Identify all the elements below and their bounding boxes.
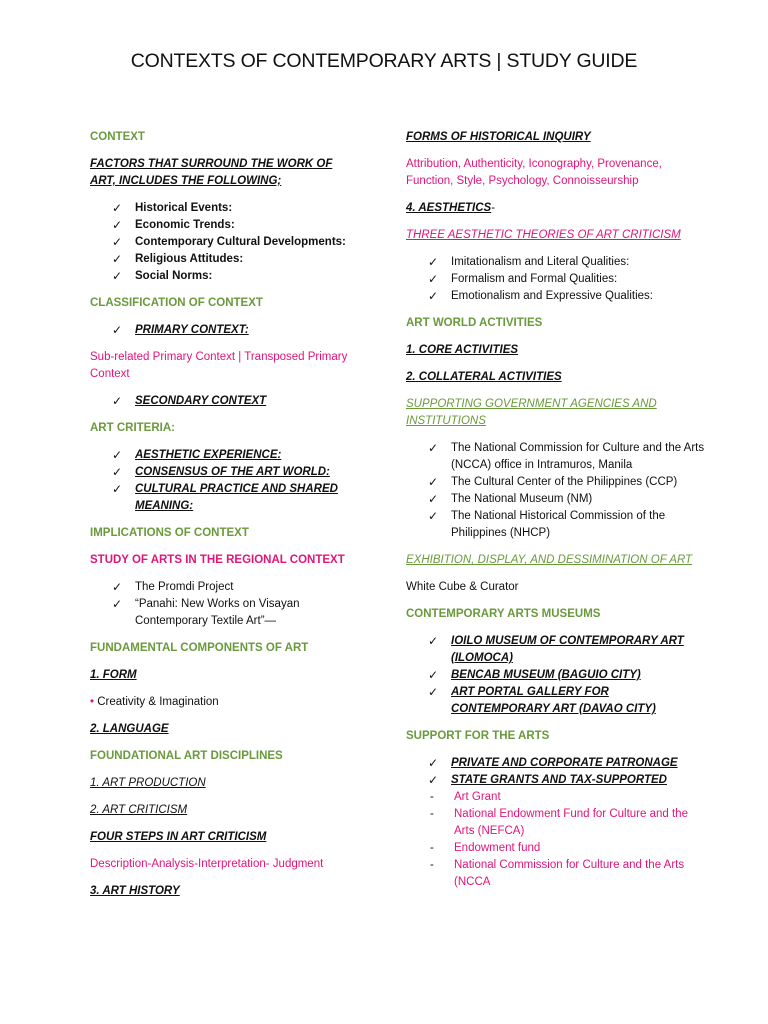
heading-forms-inquiry: FORMS OF HISTORICAL INQUIRY: [406, 131, 591, 143]
heading-art-criticism: 2. ART CRITICISM: [90, 804, 188, 816]
heading-collateral: 2. COLLATERAL ACTIVITIES: [406, 371, 562, 383]
check-icon: ✓: [112, 252, 123, 266]
list-item: ✓ SECONDARY CONTEXT: [112, 394, 267, 408]
check-icon: ✓: [428, 441, 439, 455]
list-item: - National Endowment Fund for Culture and the Arts (NEFCA): [430, 808, 688, 837]
heading-classification: CLASSIFICATION OF CONTEXT: [90, 297, 263, 309]
dash-icon: -: [430, 859, 434, 871]
heading-art-production: 1. ART PRODUCTION: [90, 777, 206, 789]
factor-list: [90, 200, 360, 285]
check-icon: ✓: [112, 482, 123, 496]
page-title: CONTEXTS OF CONTEMPORARY ARTS | STUDY GUIDE: [130, 50, 638, 72]
heading-factors: FACTORS THAT SURROUND THE WORK OF ART, INCLUDES THE FOLLOWING;: [90, 158, 333, 187]
check-icon: ✓: [428, 509, 439, 523]
check-icon: ✓: [112, 235, 123, 249]
list-item: ✓ Social Norms:: [112, 269, 213, 283]
list-item: ✓ CULTURAL PRACTICE AND SHARED MEANING:: [112, 482, 338, 512]
heading-agencies: SUPPORTING GOVERNMENT AGENCIES AND INSTITUTIONS: [406, 398, 657, 427]
heading-form: 1. FORM: [90, 669, 137, 681]
check-icon: ✓: [112, 269, 123, 283]
list-item: ✓ IOILO MUSEUM OF CONTEMPORARY ART (ILOMOCA): [428, 634, 684, 664]
check-icon: ✓: [428, 475, 439, 489]
inquiry-list-text: Attribution, Authenticity, Iconography, Provenance, Function, Style, Psychology, Connoisseurship: [406, 158, 662, 187]
museum-list: [406, 633, 706, 718]
right-column: [406, 129, 706, 891]
check-icon: ✓: [428, 756, 439, 770]
check-icon: ✓: [112, 580, 123, 594]
list-item: - Endowment fund: [430, 840, 706, 857]
check-icon: ✓: [428, 289, 439, 303]
heading-art-criteria: ART CRITERIA:: [90, 422, 175, 434]
white-cube-text: White Cube & Curator: [406, 581, 519, 593]
sub-related-text: Sub-related Primary Context | Transposed Primary Context: [90, 351, 348, 380]
heading-art-history: 3. ART HISTORY: [90, 885, 180, 897]
list-item: ✓ Emotionalism and Expressive Qualities:: [428, 289, 653, 303]
check-icon: ✓: [428, 773, 439, 787]
bullet-icon: •: [90, 696, 95, 708]
check-icon: ✓: [428, 668, 439, 682]
criteria-list: [90, 447, 360, 515]
check-icon: ✓: [428, 634, 439, 648]
check-icon: ✓: [428, 492, 439, 506]
heading-aesthetics: 4. AESTHETICS: [406, 202, 492, 214]
heading-four-steps: FOUR STEPS IN ART CRITICISM: [90, 831, 267, 843]
check-icon: ✓: [112, 201, 123, 215]
regional-list: [90, 579, 360, 630]
check-icon: ✓: [112, 218, 123, 232]
check-icon: ✓: [428, 685, 439, 699]
heading-core: 1. CORE ACTIVITIES: [406, 344, 519, 356]
list-item: ✓ The National Museum (NM): [428, 492, 593, 506]
list-item: ✓ STATE GRANTS AND TAX-SUPPORTED: [428, 773, 667, 787]
heading-museums: CONTEMPORARY ARTS MUSEUMS: [406, 608, 601, 620]
theory-list: [406, 254, 706, 305]
check-icon: ✓: [112, 394, 123, 408]
heading-regional: STUDY OF ARTS IN THE REGIONAL CONTEXT: [90, 554, 345, 566]
list-item: - National Commission for Culture and the Arts (NCCA: [430, 859, 685, 888]
check-icon: ✓: [112, 448, 123, 462]
aesthetics-line: 4. AESTHETICS-: [406, 202, 496, 214]
list-item: ✓ AESTHETIC EXPERIENCE:: [112, 448, 282, 462]
list-item: ✓ BENCAB MUSEUM (BAGUIO CITY): [428, 668, 641, 682]
list-item: - Art Grant: [430, 789, 706, 806]
list-item: ✓ Formalism and Formal Qualities:: [428, 272, 618, 286]
heading-language: 2. LANGUAGE: [90, 723, 169, 735]
grant-list: [430, 789, 706, 891]
list-item: ✓ ART PORTAL GALLERY FOR CONTEMPORARY ART (DAVAO CITY): [428, 685, 656, 715]
list-item: ✓ The Cultural Center of the Philippines (CCP): [428, 475, 678, 489]
heading-art-world: ART WORLD ACTIVITIES: [406, 317, 543, 329]
check-icon: ✓: [112, 323, 123, 337]
support-list: [406, 755, 706, 789]
list-item: ✓ Religious Attitudes:: [112, 252, 244, 266]
heading-foundational: FOUNDATIONAL ART DISCIPLINES: [90, 750, 283, 762]
secondary-list: [90, 393, 360, 410]
agency-list: [406, 440, 706, 542]
list-item: ✓ PRIVATE AND CORPORATE PATRONAGE: [428, 756, 678, 770]
list-item: ✓ Contemporary Cultural Developments:: [112, 235, 346, 249]
dash-icon: -: [430, 791, 434, 803]
list-item: ✓ The Promdi Project: [112, 580, 234, 594]
check-icon: ✓: [112, 465, 123, 479]
check-icon: ✓: [428, 272, 439, 286]
creativity-line: • Creativity & Imagination: [90, 696, 219, 708]
primary-list: [90, 322, 360, 339]
list-item: ✓ Historical Events:: [112, 201, 233, 215]
dash-icon: -: [430, 808, 434, 820]
list-item: ✓ The National Historical Commission of the Philippines (NHCP): [428, 509, 666, 539]
check-icon: ✓: [112, 597, 123, 611]
dash-icon: -: [430, 842, 434, 854]
list-item: ✓ PRIMARY CONTEXT:: [112, 323, 249, 337]
steps-text: Description-Analysis-Interpretation- Judgment: [90, 858, 324, 870]
list-item: ✓ Imitationalism and Literal Qualities:: [428, 255, 630, 269]
heading-three-theories: THREE AESTHETIC THEORIES OF ART CRITICISM: [406, 229, 681, 241]
check-icon: ✓: [428, 255, 439, 269]
heading-fundamental: FUNDAMENTAL COMPONENTS OF ART: [90, 642, 309, 654]
list-item: ✓ “Panahi: New Works on Visayan Contemporary Textile Art”—: [112, 597, 300, 627]
list-item: ✓ Economic Trends:: [112, 218, 235, 232]
list-item: ✓ CONSENSUS OF THE ART WORLD:: [112, 465, 330, 479]
heading-implications: IMPLICATIONS OF CONTEXT: [90, 527, 249, 539]
list-item: ✓ The National Commission for Culture and the Arts (NCCA) office in Intramuros, Manila: [428, 441, 705, 471]
heading-support: SUPPORT FOR THE ARTS: [406, 730, 550, 742]
heading-exhibition: EXHIBITION, DISPLAY, AND DESSIMINATION OF ART: [406, 554, 693, 566]
left-column: [90, 129, 360, 910]
heading-context: CONTEXT: [90, 131, 145, 143]
